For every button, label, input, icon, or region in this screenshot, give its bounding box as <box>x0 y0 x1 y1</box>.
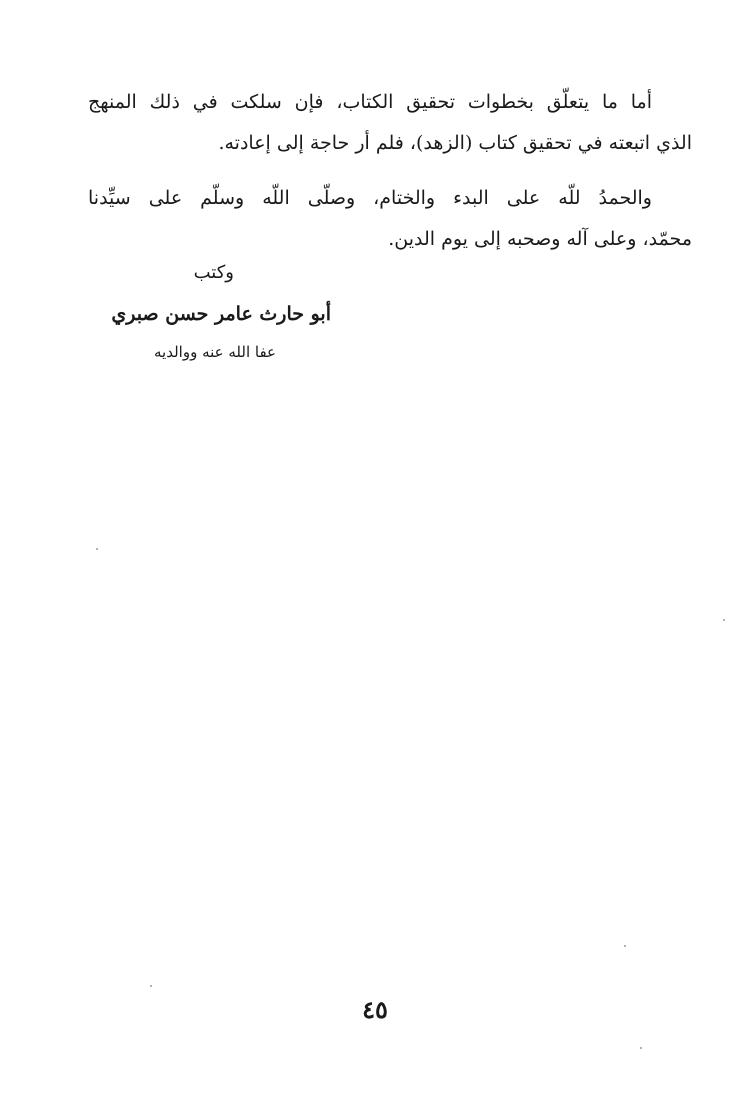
author-prayer: عفا الله عنه ووالديه <box>154 343 276 361</box>
paragraph-line: الذي اتبعته في تحقيق كتاب (الزهد)، فلم أر حاجة إلى إعادته. <box>218 132 692 154</box>
page-number: ٤٥ <box>362 995 388 1024</box>
scan-speck <box>723 619 725 621</box>
scan-speck <box>640 1047 642 1049</box>
scan-speck <box>624 945 626 947</box>
paragraph-line: والحمدُ للّه على البدء والختام، وصلّى اللّه وسلّم على سيِّدنا <box>88 187 652 209</box>
paragraph-line: محمّد، وعلى آله وصحبه إلى يوم الدين. <box>388 228 692 250</box>
scan-speck <box>96 548 98 550</box>
paragraph-line: أما ما يتعلّق بخطوات تحقيق الكتاب، فإن سلكت في ذلك المنهج <box>88 91 652 113</box>
author-name: أبو حارث عامر حسن صبري <box>111 303 331 325</box>
paragraph-editing-method <box>88 82 692 164</box>
signoff-wrote: وكتب <box>193 262 234 283</box>
scan-speck <box>150 985 152 987</box>
paragraph-closing-praise <box>88 178 692 260</box>
